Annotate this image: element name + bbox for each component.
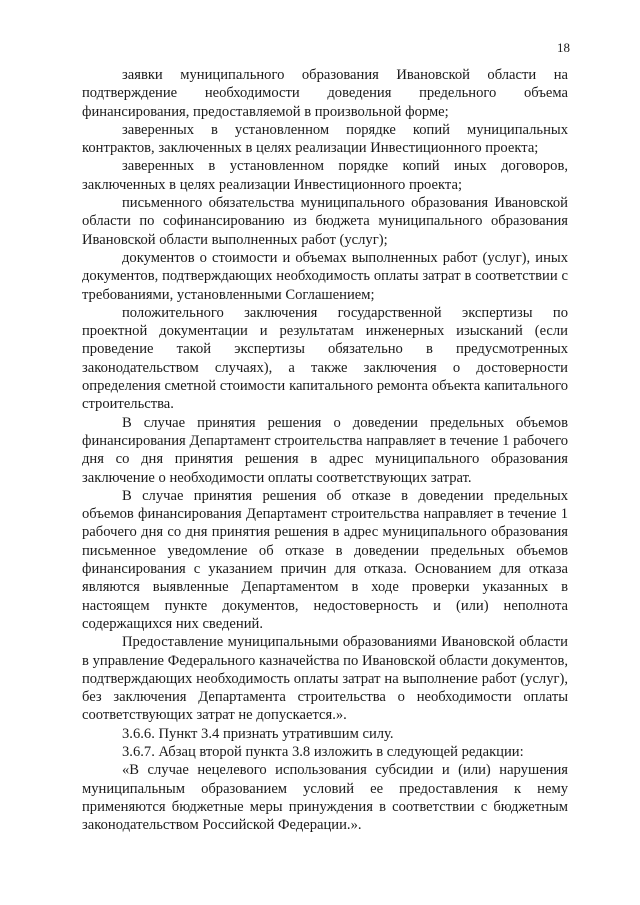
paragraph: 3.6.6. Пункт 3.4 признать утратившим силу. (122, 725, 394, 742)
paragraph: Предоставление муниципальными образованиями Ивановской области в управление Федерального казначейства по Ивановской области документов, подтверждающих необходимость оплаты затрат на выполнение работ (услуг), без заключения Департамента строительства о необходимости оплаты соответствующих затрат не допускается.». (82, 634, 568, 724)
document-body (82, 66, 568, 834)
paragraph: «В случае нецелевого использования субсидии и (или) нарушения муниципальным образованием условий ее предоставления к нему применяются бюджетные меры принуждения в соответствии с бюджетным законодательством Российской Федерации.». (82, 762, 568, 834)
paragraph: документов о стоимости и объемах выполненных работ (услуг), иных документов, подтверждающих необходимость оплаты затрат в соответствии с требованиями, установленными Соглашением; (82, 249, 568, 303)
paragraph: В случае принятия решения о доведении предельных объемов финансирования Департамент строительства направляет в течение 1 рабочего дня со дня принятия решения в адрес муниципального образования заключение о необходимости оплаты соответствующих затрат. (82, 414, 568, 486)
paragraph: заявки муниципального образования Ивановской области на подтверждение необходимости доведения предельного объема финансирования, предоставляемой в произвольной форме; (82, 67, 568, 120)
paragraph: положительного заключения государственной экспертизы по проектной документации и результатам инженерных изысканий (если проведение такой экспертизы обязательно в предусмотренных законодательством случаях), а также заключения о достоверности определения сметной стоимости капитального ремонта объекта капитального строительства. (82, 304, 568, 413)
paragraph: заверенных в установленном порядке копий муниципальных контрактов, заключенных в целях реализации Инвестиционного проекта; (82, 121, 568, 157)
paragraph: заверенных в установленном порядке копий иных договоров, заключенных в целях реализации Инвестиционного проекта; (82, 158, 568, 193)
paragraph: 3.6.7. Абзац второй пункта 3.8 изложить в следующей редакции: (122, 743, 524, 760)
paragraph: В случае принятия решения об отказе в доведении предельных объемов финансирования Департамент строительства направляет в течение 1 рабочего дня со дня принятия решения в адрес муниципального образования письменное уведомление об отказе в доведении предельных объемов финансирования с указанием причин для отказа. Основанием для отказа являются выявленные Департаментом в ходе проверки указанных в настоящем пункте документов, недостоверность и (или) неполнота содержащихся них сведений. (82, 487, 568, 632)
page-number: 18 (557, 40, 570, 55)
paragraph: письменного обязательства муниципального образования Ивановской области по софинансированию из бюджета муниципального образования Ивановской области выполненных работ (услуг); (82, 195, 568, 248)
